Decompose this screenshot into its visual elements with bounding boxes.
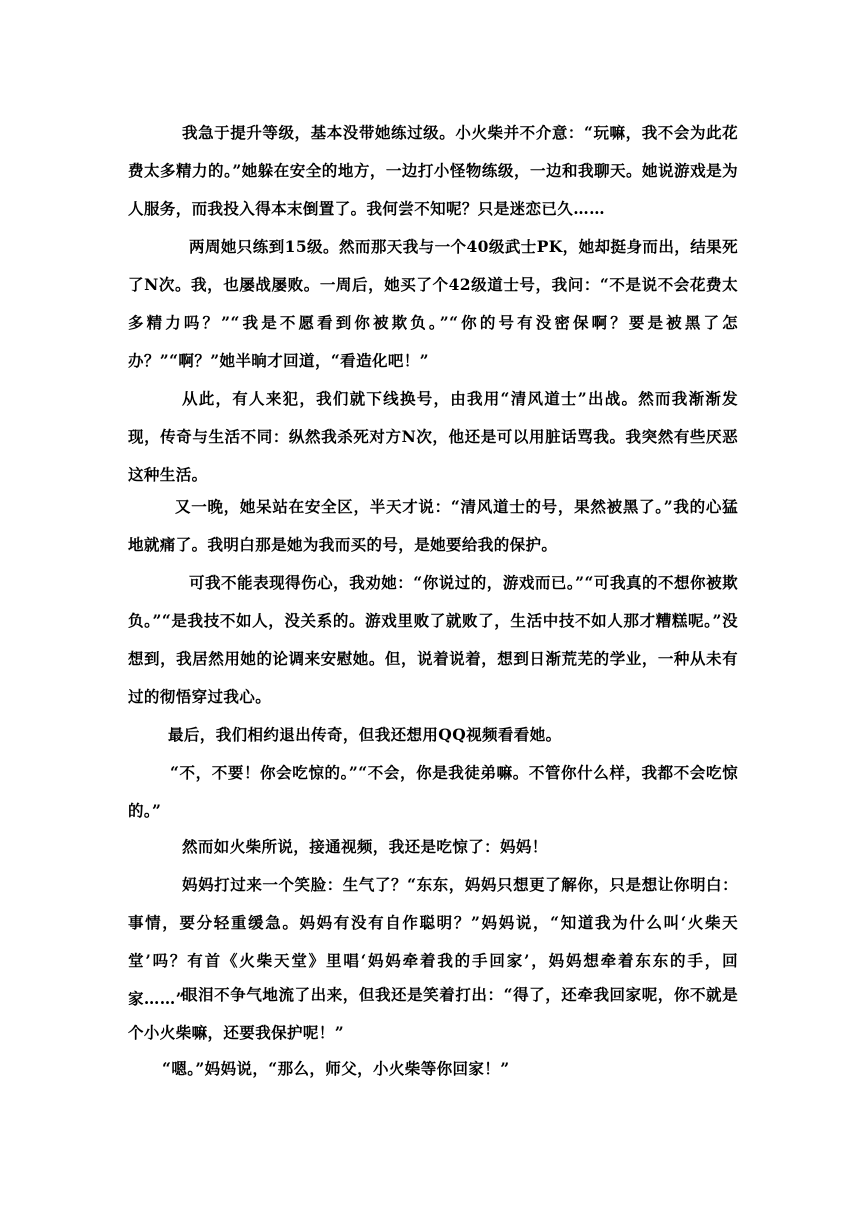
paragraph-4: 又一晚，她呆站在安全区，半天才说：“清风道士的号，果然被黑了。”我的心猛地就痛了。我明白那是她为我而买的号，是她要给我的保护。 xyxy=(128,497,738,554)
paragraph-11: “嗯。”妈妈说，“那么，师父，小火柴等你回家！” xyxy=(162,1059,510,1078)
paragraph-10: 眼泪不争气地流了出来，但我还是笑着打出：“得了，还牵我回家呢，你不就是个小火柴嘛，还要我保护呢！” xyxy=(128,985,738,1042)
paragraph-7: “不，不要！你会吃惊的。”“不会，你是我徒弟嘛。不管你什么样，我都不会吃惊的。” xyxy=(128,763,738,820)
paragraph-1: 我急于提升等级，基本没带她练过级。小火柴并不介意：“玩嘛，我不会为此花费太多精力的。”她躲在安全的地方，一边打小怪物练级，一边和我聊天。她说游戏是为人服务，而我投入得本末倒置了。我何尝不知呢？只是迷恋已久…… xyxy=(128,123,738,218)
paragraph-2: 两周她只练到15级。然而那天我与一个40级武士PK，她却挺身而出，结果死了N次。我，也屡战屡败。一周后，她买了个42级道士号，我问：“不是说不会花费太多精力吗？”“我是不愿看到你被欺负。”“你的号有没密保啊？要是被黑了怎办？”“啊？”她半晌才回道，“看造化吧！” xyxy=(128,237,738,370)
paragraph-6: 最后，我们相约退出传奇，但我还想用QQ视频看看她。 xyxy=(168,725,562,744)
paragraph-9: 妈妈打过来一个笑脸：生气了？“东东，妈妈只想更了解你，只是想让你明白：事情，要分轻重缓急。妈妈有没有自作聪明？”妈妈说，“知道我为什么叫‘火柴天堂’吗？有首《火柴天堂》里唱‘妈妈牵着我的手回家’，妈妈想牵着东东的手，回家……” xyxy=(128,875,738,1008)
paragraph-5: 可我不能表现得伤心，我劝她：“你说过的，游戏而已。”“可我真的不想你被欺负。”“是我技不如人，没关系的。游戏里败了就败了，生活中技不如人那才糟糕呢。”没想到，我居然用她的论调来安慰她。但，说着说着，想到日渐荒芜的学业，一种从未有过的彻悟穿过我心。 xyxy=(128,573,738,706)
paragraph-3: 从此，有人来犯，我们就下线换号，由我用“清风道士”出战。然而我渐渐发现，传奇与生活不同：纵然我杀死对方N次，他还是可以用脏话骂我。我突然有些厌恶这种生活。 xyxy=(128,389,738,484)
paragraph-8: 然而如火柴所说，接通视频，我还是吃惊了：妈妈！ xyxy=(182,837,548,856)
